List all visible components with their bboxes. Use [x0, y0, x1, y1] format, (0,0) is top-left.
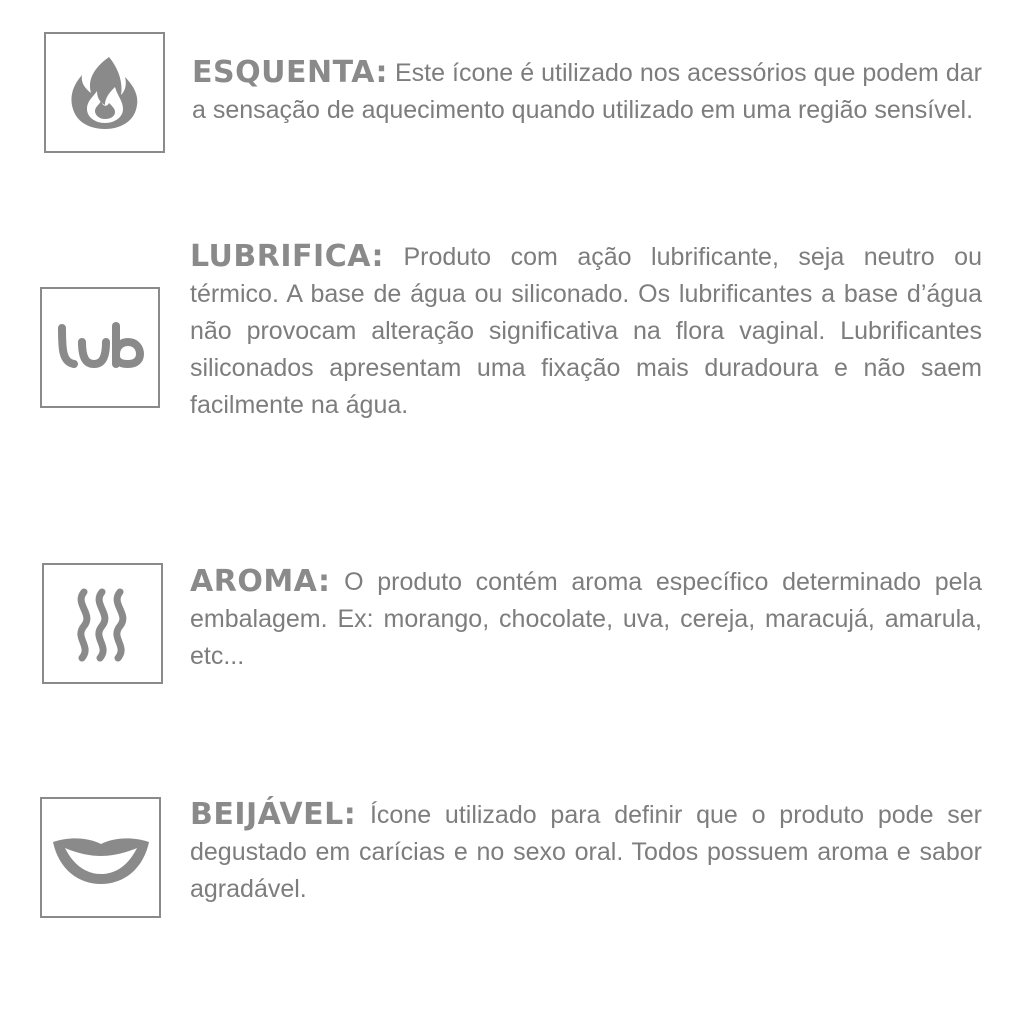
aroma-text: O produto contém aroma específico determinado pela embalagem. Ex: morango, chocolate, uva, cereja, maracujá, amarula, etc...	[190, 568, 982, 670]
flame-icon-box	[44, 32, 165, 153]
aroma-label: AROMA:	[190, 564, 331, 599]
aroma-icon-box	[42, 563, 163, 684]
beijavel-text: Ícone utilizado para definir que o produto pode ser degustado em carícias e no sexo oral. Todos possuem aroma e sabor agradável.	[190, 801, 982, 903]
aroma-waves-icon	[68, 584, 138, 664]
flame-icon	[65, 53, 145, 133]
beijavel-label: BEIJÁVEL:	[190, 797, 357, 832]
lips-icon-box	[40, 797, 161, 918]
beijavel-description	[190, 796, 982, 908]
lub-icon	[52, 318, 148, 378]
lips-icon	[51, 828, 151, 888]
esquenta-description	[192, 54, 982, 129]
lub-icon-box	[40, 287, 160, 408]
lubrifica-description	[190, 238, 982, 424]
aroma-description	[190, 563, 982, 675]
esquenta-label: ESQUENTA:	[192, 55, 388, 90]
lubrifica-text: Produto com ação lubrificante, seja neutro ou térmico. A base de água ou siliconado. Os lubrificantes a base d’água não provocam alteração significativa na flora vaginal. Lubrificantes siliconados apresentam uma fixação mais duradoura e não saem facilmente na água.	[190, 243, 982, 419]
esquenta-text: Este ícone é utilizado nos acessórios que podem dar a sensação de aquecimento quando utilizado em uma região sensível.	[192, 59, 982, 124]
lubrifica-label: LUBRIFICA:	[190, 239, 384, 274]
